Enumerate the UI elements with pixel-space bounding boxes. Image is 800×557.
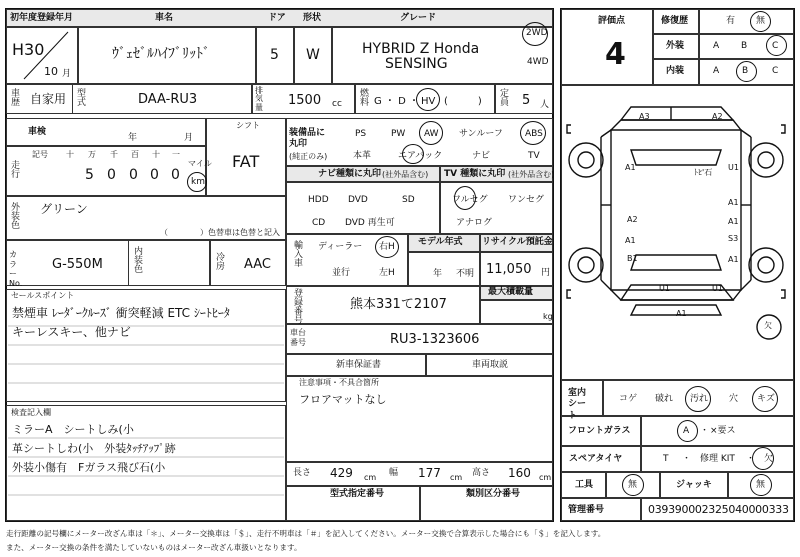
grade-2wd-circle: [522, 22, 548, 46]
import-left: 左H: [379, 268, 395, 278]
management-value: 039390002325040000333: [648, 503, 789, 516]
front-glass-label: フロントガラス: [568, 426, 631, 436]
sales-points-label: セールスポイント: [11, 291, 75, 300]
score-label: 評価点: [598, 16, 626, 26]
equip-navi: ナビ: [472, 151, 491, 161]
mileage-digit-0: 5: [85, 167, 94, 183]
jack-label: ジャッキ: [676, 480, 712, 490]
use-label: 車歴: [9, 88, 19, 106]
equip-pw: PW: [391, 129, 406, 139]
aircon-value: AAC: [244, 257, 271, 272]
use-value: 自家用: [30, 92, 67, 106]
interior-seat-label: 室内シート: [568, 388, 587, 421]
import-label: 輸入車: [292, 240, 302, 267]
equipment-label: 装備品に丸印: [289, 128, 326, 149]
jack-none: 無: [756, 480, 766, 490]
equip-aw: AW: [424, 129, 439, 139]
jack-none-circle: [750, 474, 772, 496]
navi-sub: (社外品含む): [382, 170, 429, 179]
mileage-digit-4: 0: [171, 167, 180, 183]
grade-line2: SENSING: [385, 56, 448, 72]
import-right-circle: [375, 236, 399, 258]
notes-label: 注意事項・不具合箇所: [299, 378, 379, 387]
length-label: 長さ: [293, 468, 312, 478]
mileage-digit-3: 0: [150, 167, 159, 183]
equip-tv: TV: [528, 151, 540, 161]
grade-label: グレード: [400, 13, 437, 23]
spare-tire-none: ・ 欠: [746, 454, 774, 464]
door-value: 5: [270, 47, 279, 63]
front-glass-replace: ×要ス: [710, 426, 736, 436]
interior-b: B: [742, 66, 749, 76]
navi-label: ナビ種類に丸印: [318, 169, 382, 179]
mileage-km-circle: [187, 172, 207, 192]
tv-analog: アナログ: [456, 218, 493, 228]
diag-label-u1-right: U1: [728, 163, 739, 172]
model-year-year: 年: [433, 269, 443, 279]
car-diagram-outline: [561, 85, 794, 380]
door-label: ドア: [268, 13, 286, 23]
spare-tire-label: スペアタイヤ: [569, 454, 623, 464]
height-unit: cm: [539, 473, 552, 482]
capacity-label: 定員: [498, 88, 508, 106]
equip-ps: PS: [355, 129, 367, 139]
first-reg-era: H30: [12, 40, 45, 59]
exterior-c-circle: [766, 35, 787, 56]
diag-label-a1-right: A1: [728, 198, 739, 207]
mileage-unit-1: 万: [88, 150, 96, 159]
seat-scratch-circle: [752, 386, 778, 412]
mileage-unit-3: 百: [131, 150, 139, 159]
footer-line2: また、メーター交換の条件を満たしていないものはメーター改ざん車扱いとなります。: [6, 543, 302, 552]
sales-ruled-lines: [6, 289, 286, 402]
fuel-paren: ( ): [444, 96, 482, 107]
inspector-line-1: 革シートしわ(小 外装ﾀｯﾁｱｯﾌﾟ跡: [12, 442, 176, 455]
diag-label-chip: ﾄﾋ'石: [694, 168, 713, 177]
exterior-c: C: [772, 41, 779, 51]
mileage-unit-4: 十: [152, 150, 160, 159]
interior-b-circle: [736, 61, 757, 82]
diag-label-u1-bottom-right: U1: [712, 284, 723, 293]
diag-label-a3: A3: [639, 112, 650, 121]
shape-value: W: [306, 47, 320, 63]
spare-tire-t: T: [663, 454, 669, 464]
displacement-value: 1500: [288, 93, 322, 108]
model-year-label: モデル年式: [418, 237, 463, 247]
fuel-hv-circle: [416, 88, 440, 111]
max-load-label: 最大積載量: [488, 287, 534, 297]
navi-sd: SD: [402, 195, 415, 205]
diag-label-a1-left-mid: A1: [625, 236, 636, 245]
width-value: 177: [418, 466, 441, 480]
equipment-sub: (純正のみ): [289, 152, 328, 161]
colorno-value: G-550M: [52, 257, 103, 272]
mileage-unit-2: 千: [110, 150, 118, 159]
diag-label-u1-bottom-left: U1: [659, 284, 670, 293]
sales-point-line-1: キーレスキー、他ナビ: [12, 325, 131, 339]
interior-a: A: [713, 66, 720, 76]
color-note: （ ）色替車は色替と記入: [160, 228, 280, 237]
fuel-options: G ・ D ・: [374, 96, 419, 107]
tools-none-circle: [622, 474, 644, 496]
type-designation-label: 型式指定番号: [330, 489, 385, 499]
grade-line1: HYBRID Z Honda: [362, 41, 480, 57]
width-label: 幅: [389, 468, 399, 478]
inspection-label: 車検: [28, 127, 47, 137]
displacement-unit: cc: [332, 99, 342, 109]
navi-dvd-play: DVD 再生可: [345, 218, 395, 228]
equip-abs-circle: [520, 121, 546, 145]
inspector-line-2: 外装小傷有 Fガラス飛び石(小: [12, 461, 166, 474]
tv-label: TV 種類に丸印: [444, 169, 506, 179]
grade-2wd: 2WD: [526, 28, 548, 38]
import-parallel: 並行: [332, 268, 351, 278]
mileage-label: 走行: [9, 160, 19, 178]
inspector-label: 検査記入欄: [11, 408, 51, 417]
diag-label-a2-top: A2: [712, 112, 723, 121]
capacity-value: 5: [522, 93, 531, 108]
mileage-mile: マイル: [188, 159, 212, 168]
model-value: DAA-RU3: [138, 92, 198, 107]
seat-hole: 穴: [729, 394, 739, 404]
repair-yes: 有: [726, 16, 736, 26]
category-label: 類別区分番号: [466, 489, 521, 499]
tools-label: 工具: [575, 480, 594, 490]
spare-tire-kit: ・ 修理 KIT: [682, 454, 735, 464]
tv-fullseg: フルセグ: [452, 195, 488, 205]
tools-none: 無: [628, 480, 638, 490]
recycle-label: リサイクル預託金: [482, 237, 553, 247]
inspection-month: 月: [184, 133, 194, 143]
navi-cd: CD: [312, 218, 326, 228]
mileage-unit-5: 一: [172, 150, 180, 159]
tv-fullseg-circle: [454, 186, 476, 210]
tv-sub: (社外品含む): [508, 170, 555, 179]
sales-point-line-0: 禁煙車 ﾚｰﾀﾞｰｸﾙｰｽﾞ 衝突軽減 ETC ｼｰﾄﾋｰﾀ: [12, 306, 230, 320]
notes-cell: [286, 376, 553, 462]
diag-label-b1: B1: [627, 254, 638, 263]
width-unit: cm: [450, 473, 463, 482]
diag-label-missing: 欠: [764, 321, 772, 330]
equip-airbag-circle: [402, 144, 424, 164]
repair-label: 修復歴: [661, 16, 689, 26]
first-reg-month-unit: 月: [62, 69, 72, 79]
score-value: 4: [605, 37, 626, 72]
mileage-unit-0: 十: [66, 150, 74, 159]
aircon-label: 冷房: [214, 252, 224, 270]
first-reg-label: 初年度登録年月: [10, 13, 74, 23]
import-dealer: ディーラー: [318, 242, 363, 252]
diag-label-s3: S3: [728, 234, 739, 243]
car-name-value: ｳﾞｪｾﾞﾙﾊｲﾌﾞﾘｯﾄﾞ: [112, 46, 210, 62]
navi-hdd: HDD: [308, 195, 329, 205]
diag-label-a1-right-mid: A1: [728, 217, 739, 226]
equip-abs: ABS: [525, 129, 543, 139]
mileage-symbol: 記号: [32, 150, 48, 159]
max-load-unit: kg: [543, 312, 553, 321]
shift-label: シフト: [236, 121, 260, 130]
management-label: 管理番号: [568, 505, 605, 515]
import-right: 右H: [379, 242, 395, 252]
fuel-label: 燃料: [358, 88, 368, 106]
repair-value-cell: [699, 9, 794, 34]
mileage-km: km: [191, 177, 205, 187]
seat-burn: コゲ: [619, 394, 638, 404]
seat-stain: 汚れ: [690, 394, 709, 404]
tv-oneseg: ワンセグ: [508, 195, 545, 205]
repair-no-circle: [750, 11, 771, 32]
inspector-line-0: ミラーA シートしみ(小: [12, 423, 134, 436]
diag-label-a1-bottom: A1: [676, 309, 687, 318]
recycle-unit: 円: [541, 268, 551, 278]
fuel-hv: HV: [421, 96, 436, 107]
length-value: 429: [330, 466, 353, 480]
manual-label: 車両取説: [472, 360, 509, 370]
front-glass-a: A: [683, 426, 690, 436]
warranty-label: 新車保証書: [336, 360, 382, 370]
diag-label-a1-left: A1: [625, 163, 636, 172]
seat-scratch: キズ: [757, 394, 775, 404]
chassis-value: RU3-1323606: [390, 332, 480, 347]
footer-line1: 走行距離の記号欄にメーター改ざん車は「＊」、メーター交換車は「＄」、走行不明車は「＃」を記入してください。メーター交換で合算表示した場合にも「＄」を記入します。: [6, 529, 606, 538]
diag-label-a1-right-low: A1: [728, 255, 739, 264]
front-glass-a-circle: [677, 420, 698, 442]
car-name-label: 車名: [155, 13, 174, 23]
shift-value: FAT: [232, 152, 260, 171]
displacement-label: 排気量: [255, 86, 263, 112]
navi-dvd: DVD: [348, 195, 368, 205]
capacity-unit: 人: [540, 100, 550, 110]
reg-no-label: 登録番号: [292, 288, 302, 324]
equip-aw-circle: [419, 121, 443, 145]
colorno-label: カラーNo.: [9, 250, 23, 288]
model-label: 型式: [75, 88, 85, 106]
color-label: 外装色: [9, 202, 19, 229]
first-reg-month: 10: [44, 65, 58, 78]
seat-tear: 破れ: [655, 394, 674, 404]
int-color-label: 内装色: [132, 246, 142, 273]
repair-no: 無: [756, 16, 766, 26]
height-value: 160: [508, 466, 531, 480]
grade-4wd: 4WD: [527, 57, 549, 67]
exterior-a: A: [713, 41, 720, 51]
shape-label: 形状: [303, 13, 322, 23]
mileage-digit-2: 0: [129, 167, 138, 183]
model-year-unknown: 不明: [456, 269, 475, 279]
length-unit: cm: [364, 473, 377, 482]
equip-leather: 本革: [353, 151, 372, 161]
equip-airbag: エアバック: [398, 151, 443, 161]
exterior-label: 外装: [666, 41, 685, 51]
inspection-year: 年: [128, 133, 138, 143]
seat-stain-circle: [685, 386, 711, 412]
exterior-b: B: [741, 41, 748, 51]
color-value: グリーン: [40, 202, 88, 216]
chassis-label: 車台番号: [290, 328, 306, 347]
reg-no-value: 熊本331て2107: [350, 297, 447, 312]
interior-c: C: [772, 66, 779, 76]
interior-label: 内装: [666, 66, 685, 76]
spare-tire-none-circle: [752, 447, 774, 470]
notes-value: フロアマットなし: [299, 393, 387, 406]
height-label: 高さ: [472, 468, 491, 478]
front-glass-sep: ・: [700, 426, 710, 436]
equip-sunroof: サンルーフ: [459, 129, 503, 139]
diag-label-a2-left: A2: [627, 215, 638, 224]
mileage-digit-1: 0: [107, 167, 116, 183]
recycle-value: 11,050: [486, 262, 532, 277]
inspector-ruled-lines: [6, 405, 286, 521]
